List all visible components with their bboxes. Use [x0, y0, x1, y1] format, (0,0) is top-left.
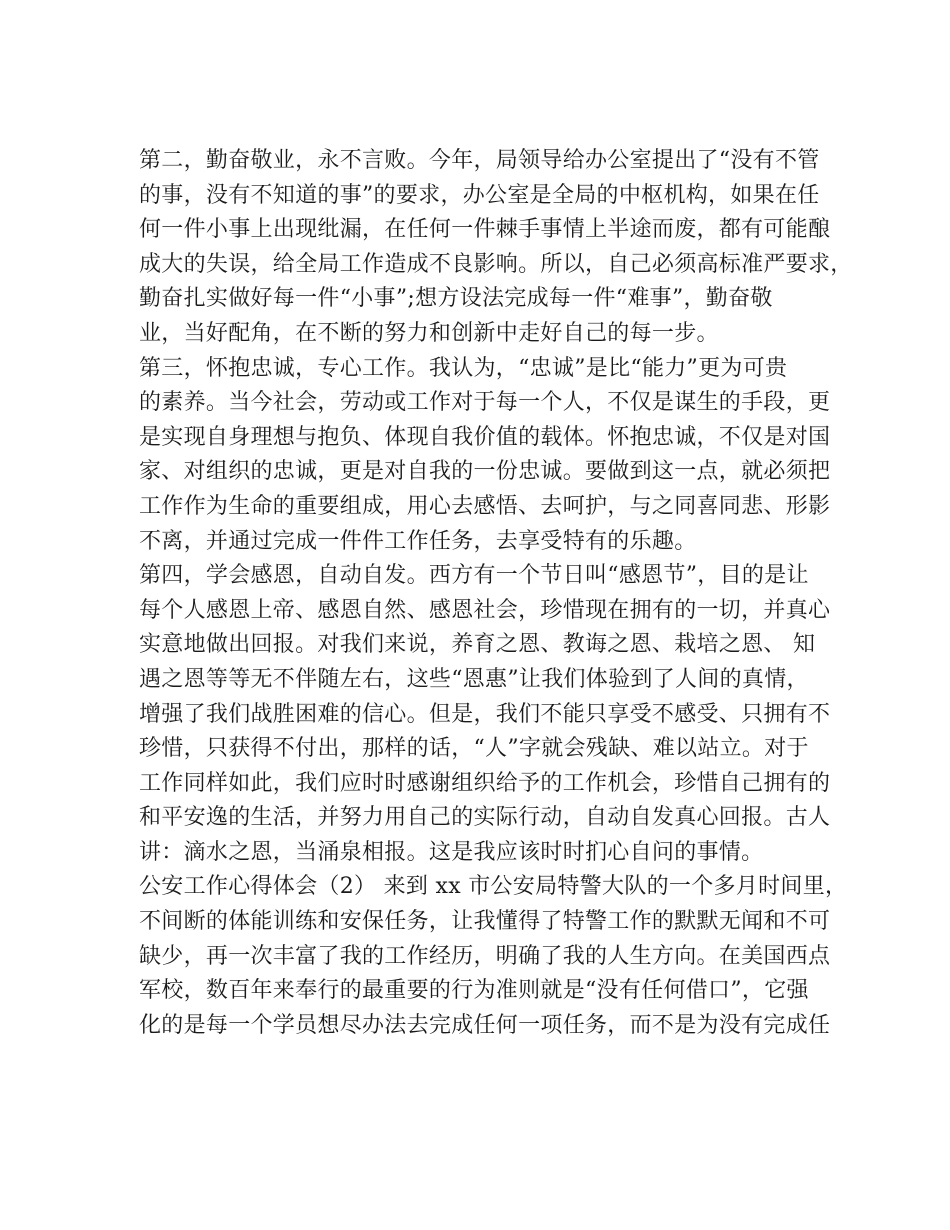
- text-line: 的素养。当今社会，劳动或工作对于每一个人，不仅是谋生的手段，更: [139, 390, 831, 416]
- text-line: 每个人感恩上帝、感恩自然、感恩社会，珍惜现在拥有的一切，并真心: [139, 597, 831, 623]
- text-line: 缺少，再一次丰富了我的工作经历，明确了我的人生方向。在美国西点: [139, 943, 831, 969]
- text-line: 军校，数百年来奉行的最重要的行为准则就是“没有任何借口”，它强: [139, 978, 809, 1004]
- text-line: 工作同样如此，我们应时时感谢组织给予的工作机会，珍惜自己拥有的: [139, 770, 831, 796]
- text-line: 成大的失误，给全局工作造成不良影响。所以，自己必须高标准严要求，: [139, 251, 853, 277]
- document-body: [139, 144, 853, 1043]
- text-line: 实意地做出回报。对我们来说，养育之恩、教诲之恩、栽培之恩、 知: [139, 632, 816, 658]
- text-line: 勤奋扎实做好每一件“小事”;想方设法完成每一件“难事”，勤奋敬: [139, 286, 773, 312]
- text-line: 的事，没有不知道的事”的要求，办公室是全局的中枢机构，如果在任: [139, 182, 820, 208]
- text-line: 何一件小事上出现纰漏，在任何一件棘手事情上半途而废，都有可能酿: [139, 217, 831, 243]
- text-line: 业，当好配角，在不断的努力和创新中走好自己的每一步。: [139, 320, 719, 346]
- text-line: 不离，并通过完成一件件工作任务，去享受特有的乐趣。: [139, 528, 697, 554]
- text-line: 遇之恩等等无不伴随左右，这些“恩惠”让我们体验到了人间的真情，: [139, 666, 809, 692]
- text-line: 增强了我们战胜困难的信心。但是，我们不能只享受不感受、只拥有不: [139, 701, 831, 727]
- text-line: 第二，勤奋敬业，永不言败。今年，局领导给办公室提出了“没有不管: [139, 148, 820, 173]
- text-line: 家、对组织的忠诚，更是对自我的一份忠诚。要做到这一点，就必须把: [139, 459, 831, 485]
- text-line: 公安工作心得体会（2） 来到 xx 市公安局特警大队的一个多月时间里，: [139, 874, 848, 900]
- text-line: 珍惜，只获得不付出，那样的话，“人”字就会残缺、难以站立。对于: [139, 736, 809, 762]
- text-line: 讲：滴水之恩，当涌泉相报。这是我应该时时扪心自问的事情。: [139, 839, 764, 865]
- text-line: 是实现自身理想与抱负、体现自我价值的载体。怀抱忠诚，不仅是对国: [139, 424, 831, 450]
- text-line: 和平安逸的生活，并努力用自己的实际行动，自动自发真心回报。古人: [139, 805, 831, 831]
- text-line: 第四，学会感恩，自动自发。西方有一个节日叫“感恩节”，目的是让: [139, 563, 809, 589]
- text-line: 化的是每一个学员想尽办法去完成任何一项任务，而不是为没有完成任: [139, 1012, 831, 1038]
- text-line: 不间断的体能训练和安保任务，让我懂得了特警工作的默默无闻和不可: [139, 909, 831, 935]
- text-line: 第三，怀抱忠诚，专心工作。我认为，“忠诚”是比“能力”更为可贵: [139, 355, 788, 381]
- text-line: 工作作为生命的重要组成，用心去感悟、去呵护，与之同喜同悲、形影: [139, 493, 831, 519]
